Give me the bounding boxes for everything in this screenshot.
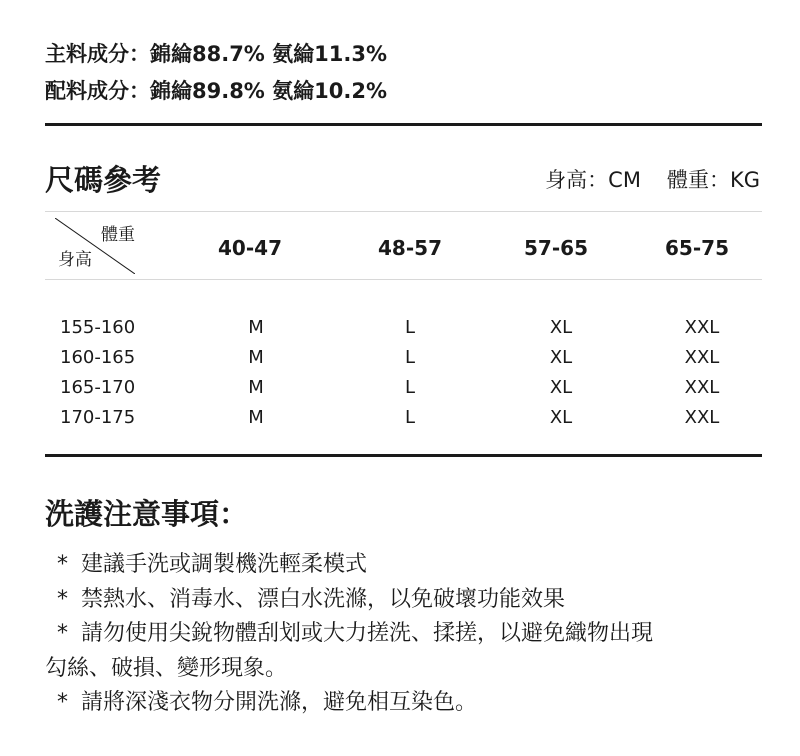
size-cell: L	[404, 377, 416, 398]
corner-height-label: 身高	[58, 250, 92, 270]
table-top-line	[45, 211, 762, 212]
care-item-text: 禁熱水、消毒水、漂白水洗滌，以免破壞功能效果	[81, 586, 566, 612]
unit-height: 身高：CM	[545, 168, 641, 192]
care-item-text: 勾絲、破損、變形現象。	[45, 655, 288, 681]
size-cell: XL	[549, 407, 573, 428]
divider	[45, 454, 762, 457]
size-cell: XXL	[684, 347, 720, 368]
care-item-text: 請將深淺衣物分開洗滌，避免相互染色。	[81, 690, 478, 715]
bullet-star: *	[57, 552, 68, 577]
size-cell: M	[248, 317, 264, 338]
size-cell: M	[248, 377, 264, 398]
care-item	[45, 686, 765, 721]
weight-column-header: 65-75	[665, 236, 729, 260]
bullet-star: *	[57, 621, 68, 646]
size-cell: XXL	[684, 317, 720, 338]
table-header-line	[45, 279, 762, 280]
bullet-star: *	[57, 586, 68, 612]
care-item	[45, 617, 765, 652]
lining-material: 配料成分：錦綸89.8% 氨綸10.2%	[45, 79, 388, 103]
size-cell: XXL	[684, 377, 720, 398]
unit-weight: 體重：KG	[666, 168, 760, 192]
care-item	[45, 548, 765, 583]
size-cell: L	[404, 407, 416, 428]
care-item	[45, 583, 765, 618]
size-cell: XL	[549, 317, 573, 338]
weight-column-header: 48-57	[378, 236, 442, 260]
size-units	[519, 164, 760, 194]
size-cell: XXL	[684, 407, 720, 428]
care-instructions-title: 洗護注意事項：	[45, 497, 249, 531]
main-material: 主料成分：錦綸88.7% 氨綸11.3%	[45, 42, 388, 66]
weight-column-header: 57-65	[524, 236, 588, 260]
divider	[45, 123, 762, 126]
care-item-text: 建議手洗或調製機洗輕柔模式	[81, 552, 368, 577]
size-cell: M	[248, 407, 264, 428]
height-row-label: 170-175	[60, 407, 136, 428]
size-cell: XL	[549, 377, 573, 398]
bullet-star: *	[57, 690, 68, 715]
size-cell: M	[248, 347, 264, 368]
weight-column-header: 40-47	[218, 236, 282, 260]
height-row-label: 155-160	[60, 317, 136, 338]
height-row-label: 160-165	[60, 347, 136, 368]
size-chart-title: 尺碼參考	[45, 163, 162, 197]
care-item-text: 請勿使用尖銳物體刮划或大力搓洗、揉搓，以避免織物出現	[81, 621, 654, 646]
corner-weight-label: 體重	[101, 225, 135, 245]
table-corner-header	[55, 218, 135, 274]
size-cell: XL	[549, 347, 573, 368]
material-composition	[45, 36, 387, 110]
care-item-continuation	[9, 652, 765, 687]
height-row-label: 165-170	[60, 377, 136, 398]
care-instructions-list	[45, 548, 765, 721]
size-cell: L	[404, 347, 416, 368]
size-cell: L	[404, 317, 416, 338]
